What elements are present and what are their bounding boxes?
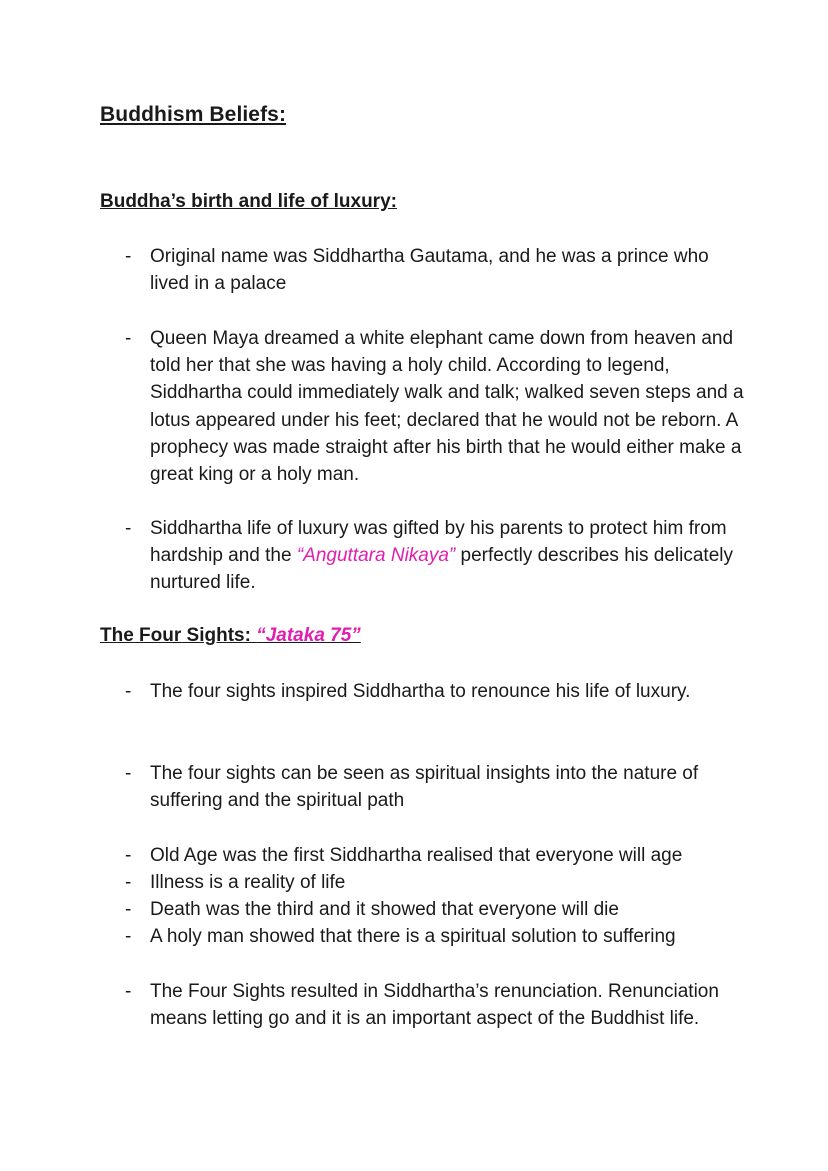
list-item <box>125 325 745 488</box>
bullet-dash: - <box>125 328 132 349</box>
list-item <box>125 896 745 923</box>
bullet-dash: - <box>125 926 132 947</box>
bullet-text: Queen Maya dreamed a white elephant came down from heaven and told her that she was having a holy child. According to legend, Siddhartha could immediately walk and talk; walked seven steps and a lotus appeared under his feet; declared that he would not be reborn. A prophecy was made straight after his birth that he would either make a great king or a holy man. <box>150 328 744 486</box>
bullet-text: Illness is a reality of life <box>150 872 346 893</box>
section-heading-four-sights <box>100 625 361 647</box>
bullet-text: The Four Sights resulted in Siddhartha’s renunciation. Renunciation means letting go and it is an important aspect of the Buddhist life. <box>150 981 719 1030</box>
list-item <box>125 978 745 1032</box>
bullet-dash: - <box>125 681 132 702</box>
list-item <box>125 515 745 597</box>
bullet-text: The four sights inspired Siddhartha to renounce his life of luxury. <box>150 681 691 702</box>
bullet-text-before: Siddhartha life of luxury was gifted by his parents to protect him from hardship and the <box>150 518 727 567</box>
bullet-dash: - <box>125 763 132 784</box>
bullet-text: The four sights can be seen as spiritual insights into the nature of suffering and the spiritual path <box>150 763 699 812</box>
scripture-reference: “Anguttara Nikaya” <box>296 545 456 567</box>
bullet-dash: - <box>125 845 132 866</box>
bullet-text: Death was the third and it showed that everyone will die <box>150 899 619 920</box>
list-item <box>125 869 745 896</box>
bullet-text-after: perfectly describes his delicately nurtured life. <box>150 545 733 594</box>
bullet-dash: - <box>125 872 132 893</box>
bullet-dash: - <box>125 899 132 920</box>
list-item <box>125 678 745 705</box>
bullet-text <box>150 515 745 597</box>
scripture-reference: “Jataka 75” <box>256 625 361 646</box>
bullet-dash: - <box>125 246 132 267</box>
list-item <box>125 760 745 814</box>
bullet-text: Original name was Siddhartha Gautama, and he was a prince who lived in a palace <box>150 246 709 295</box>
bullet-text: Old Age was the first Siddhartha realised that everyone will age <box>150 845 683 866</box>
list-item <box>125 923 745 950</box>
section-heading-label: The Four Sights: <box>100 625 257 646</box>
section-heading-birth: Buddha’s birth and life of luxury: <box>100 191 397 212</box>
document-title: Buddhism Beliefs: <box>100 103 287 126</box>
bullet-text: A holy man showed that there is a spiritual solution to suffering <box>150 926 676 947</box>
bullet-dash: - <box>125 518 132 539</box>
bullet-dash: - <box>125 981 132 1002</box>
list-item <box>125 243 745 297</box>
list-item <box>125 842 745 869</box>
